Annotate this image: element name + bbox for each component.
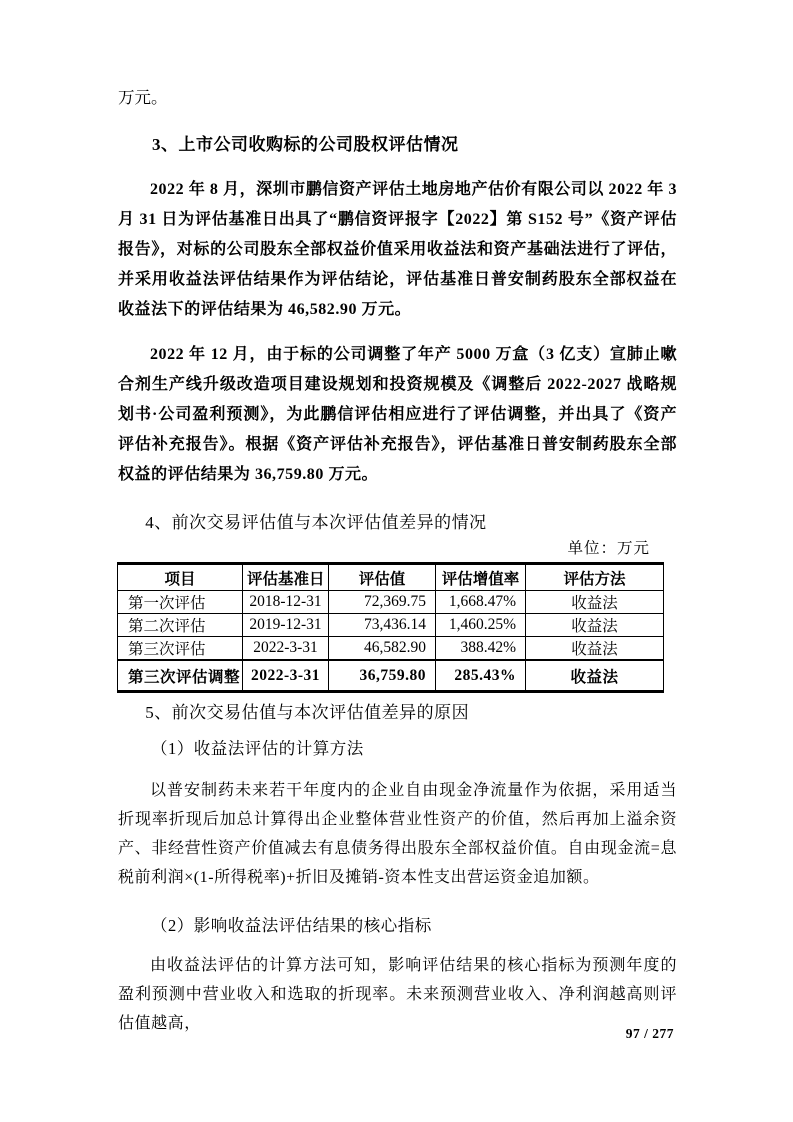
valuation-comparison-table	[117, 562, 664, 693]
cell-method: 收益法	[526, 660, 664, 692]
cell-value: 73,436.14	[329, 614, 436, 637]
cell-increment-rate: 1,460.25%	[436, 614, 526, 637]
table-header-increment-rate: 评估增值率	[436, 564, 526, 591]
table-row-third-valuation	[118, 637, 664, 661]
cell-base-date: 2019-12-31	[243, 614, 329, 637]
cell-method: 收益法	[526, 637, 664, 661]
cell-method: 收益法	[526, 591, 664, 614]
table-row-second-valuation	[118, 614, 664, 637]
cell-value: 46,582.90	[329, 637, 436, 661]
heading-subsection-1: （1）收益法评估的计算方法	[151, 739, 364, 758]
cell-base-date: 2022-3-31	[243, 637, 329, 661]
page-number: 97 / 277	[625, 1026, 674, 1041]
table-header-value: 评估值	[329, 564, 436, 591]
paragraph-core-indicators: 由收益法评估的计算方法可知，影响评估结果的核心指标为预测年度的盈利预测中营业收入和选取的折现率。未来预测营业收入、净利润越高则评估值越高，	[118, 957, 677, 1032]
cell-base-date: 2022-3-31	[243, 660, 329, 692]
heading-section-5: 5、前次交易估值与本次评估值差异的原因	[145, 703, 470, 722]
heading-section-4: 4、前次交易评估值与本次评估值差异的情况	[145, 513, 487, 532]
cell-item: 第三次评估调整	[118, 660, 243, 692]
cell-increment-rate: 285.43%	[436, 660, 526, 692]
table-header-row	[118, 564, 664, 591]
table-header-base-date: 评估基准日	[243, 564, 329, 591]
table-row-first-valuation	[118, 591, 664, 614]
paragraph-continuation: 万元。	[118, 88, 168, 107]
cell-increment-rate: 1,668.47%	[436, 591, 526, 614]
heading-section-3: 3、上市公司收购标的公司股权评估情况	[152, 135, 459, 154]
paragraph-income-method-calculation: 以普安制药未来若干年度内的企业自由现金净流量作为依据，采用适当折现率折现后加总计算得出企业整体营业性资产的价值，然后再加上溢余资产、非经营性资产价值减去有息债务得出股东全部权益价值。自由现金流=息税前利润×(1-所得税率)+折旧及摊销-资本性支出营运资金追加额。	[118, 782, 677, 886]
table-header-item: 项目	[118, 564, 243, 591]
cell-base-date: 2018-12-31	[243, 591, 329, 614]
table-header-method: 评估方法	[526, 564, 664, 591]
cell-value: 72,369.75	[329, 591, 436, 614]
cell-item: 第二次评估	[118, 614, 243, 637]
paragraph-august-2022-valuation: 2022 年 8 月，深圳市鹏信资产评估土地房地产估价有限公司以 2022 年 3 月 31 日为评估基准日出具了“鹏信资评报字【2022】第 S152 号”《资产评估报告》，对标的公司股东全部权益价值采用收益法和资产基础法进行了评估，并采用收益法评估结果作为评估结论，评估基准日普安制药股东全部权益在收益法下的评估结果为 46,582.90 万元。	[118, 181, 677, 318]
table-row-third-valuation-adjusted	[118, 660, 664, 692]
cell-method: 收益法	[526, 614, 664, 637]
cell-value: 36,759.80	[329, 660, 436, 692]
cell-item: 第一次评估	[118, 591, 243, 614]
cell-item: 第三次评估	[118, 637, 243, 661]
table-unit-label: 单位：万元	[567, 540, 650, 557]
document-content	[118, 0, 677, 1122]
cell-increment-rate: 388.42%	[436, 637, 526, 661]
paragraph-december-2022-adjustment: 2022 年 12 月，由于标的公司调整了年产 5000 万盒（3 亿支）宣肺止嗽合剂生产线升级改造项目建设规划和投资规模及《调整后 2022-2027 战略规划书·公司盈利预测》，为此鹏信评估相应进行了评估调整，并出具了《资产评估补充报告》。根据《资产评估补充报告》，评估基准日普安制药股东全部权益的评估结果为 36,759.80 万元。	[118, 346, 677, 483]
heading-subsection-2: （2）影响收益法评估结果的核心指标	[151, 916, 432, 935]
